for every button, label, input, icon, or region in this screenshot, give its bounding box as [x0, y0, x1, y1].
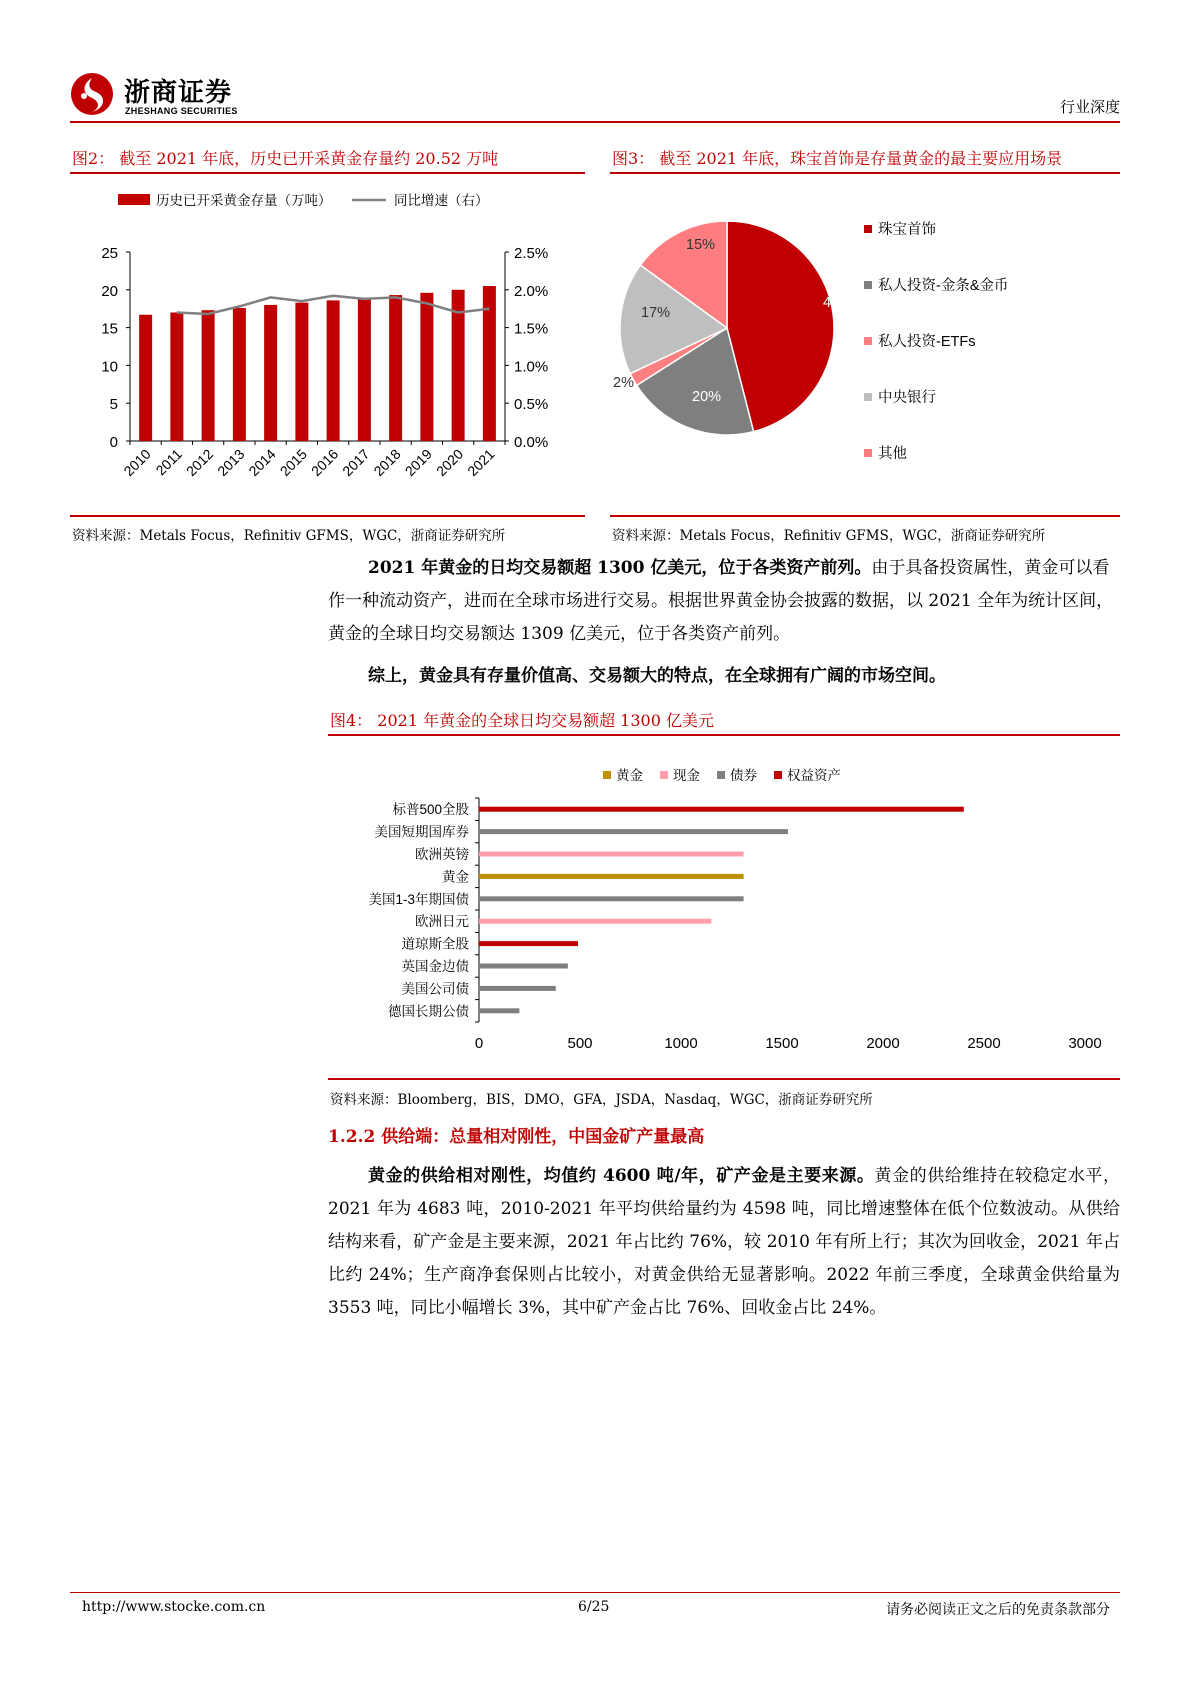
- y-tick-label-left: 20: [101, 282, 118, 300]
- pie-label-3: 17%: [641, 305, 671, 321]
- bar-欧洲英镑: [479, 852, 744, 857]
- y-tick-label-right: 2.5%: [514, 245, 549, 262]
- pie-label-2: 2%: [613, 375, 634, 391]
- header: [70, 70, 1120, 120]
- bar-2014: [264, 305, 277, 441]
- legend-swatch-1: [864, 281, 872, 289]
- bar-德国长期公债: [479, 1008, 519, 1013]
- bar-2019: [420, 293, 433, 441]
- fig4-bottom-rule: [328, 1078, 1120, 1080]
- x-tick-label: 2018: [370, 445, 404, 480]
- fig3-chart: [610, 178, 1120, 500]
- y-tick-label-right: 0.0%: [514, 434, 549, 451]
- y-tick-label: 欧洲英镑: [415, 847, 469, 862]
- fig3-bottom-rule: [610, 515, 1120, 517]
- section-heading: 1.2.2 供给端：总量相对刚性，中国金矿产量最高: [328, 1127, 705, 1147]
- y-tick-label: 美国1-3年期国债: [368, 891, 469, 907]
- legend-swatch-3: [864, 393, 872, 401]
- legend-swatch-0: [864, 225, 872, 233]
- legend-label-stock: 历史已开采黄金存量（万吨）: [156, 193, 332, 208]
- paragraph-1-text: 由于具备投资属性，黄金可以看作一种流动资产，进而在全球市场进行交易。根据世界黄金协会披露的数据，以 2021 全年为统计区间，黄金的全球日均交易额达 1309 亿美元，位于各类资产前列。: [328, 558, 1114, 644]
- paragraph-2-bold: 综上，黄金具有存量价值高、交易额大的特点，在全球拥有广阔的市场空间。: [368, 666, 946, 686]
- y-tick-label: 美国公司债: [401, 981, 469, 997]
- bar-2010: [139, 315, 152, 441]
- y-tick-label-left: 15: [101, 320, 118, 338]
- bar-2016: [327, 300, 340, 441]
- fig4-source: 资料来源：Bloomberg，BIS，DMO，GFA，JSDA，Nasdaq，WGC，浙商证券研究所: [330, 1092, 873, 1108]
- paragraph-1: [328, 552, 1120, 651]
- legend-swatch-stock: [118, 194, 150, 205]
- y-tick-label-right: 1.0%: [514, 358, 549, 376]
- x-tick-label: 2013: [214, 445, 248, 480]
- fig2-source: 资料来源：Metals Focus，Refinitiv GFMS，WGC，浙商证券研究所: [72, 528, 506, 544]
- legend-swatch-2: [864, 337, 872, 345]
- paragraph-2: [328, 660, 1120, 693]
- bar-2012: [202, 310, 215, 441]
- x-tick-label: 2015: [276, 445, 310, 480]
- x-tick-label: 2020: [432, 445, 467, 480]
- legend-swatch-1: [660, 771, 668, 779]
- y-tick-label: 英国金边债: [401, 959, 469, 974]
- logo-en: ZHESHANG SECURITIES: [125, 106, 238, 116]
- legend-swatch-3: [774, 771, 782, 779]
- pie-label-0: 46%: [823, 295, 853, 311]
- legend-label-4: 其他: [878, 446, 907, 462]
- x-tick-label: 2000: [866, 1035, 900, 1052]
- x-tick-label: 2010: [120, 445, 154, 480]
- y-tick-label: 黄金: [442, 869, 469, 885]
- y-tick-label: 德国长期公债: [388, 1003, 469, 1019]
- bar-英国金边债: [479, 964, 568, 969]
- y-tick-label-right: 0.5%: [514, 396, 549, 414]
- y-tick-label-right: 2.0%: [514, 282, 549, 300]
- legend-swatch-4: [864, 449, 872, 457]
- fig3-caption: 图3： 截至 2021 年底，珠宝首饰是存量黄金的最主要应用场景: [612, 149, 1063, 168]
- x-tick-label: 2021: [464, 445, 498, 480]
- x-tick-label: 2014: [245, 445, 279, 480]
- fig4-top-rule: [328, 734, 1120, 736]
- fig2-caption: 图2： 截至 2021 年底，历史已开采黄金存量约 20.52 万吨: [72, 149, 499, 168]
- y-tick-label: 道琼斯全股: [401, 936, 469, 952]
- legend-label-growth: 同比增速（右）: [394, 193, 489, 208]
- footer-rule: [70, 1592, 1120, 1593]
- legend-label-1: 私人投资-金条&金币: [878, 278, 1009, 294]
- x-tick-label: 2011: [152, 445, 185, 479]
- pie-label-4: 15%: [686, 237, 716, 253]
- fig2-chart: [70, 178, 585, 500]
- legend-label-3: 权益资产: [787, 768, 841, 783]
- legend-swatch-0: [603, 771, 611, 779]
- paragraph-1-bold: 2021 年黄金的日均交易额超 1300 亿美元，位于各类资产前列。: [368, 558, 872, 578]
- legend-label-1: 现金: [673, 768, 700, 783]
- header-label: 行业深度: [1059, 98, 1120, 116]
- fig3-source: 资料来源：Metals Focus，Refinitiv GFMS，WGC，浙商证券研究所: [612, 528, 1046, 544]
- y-tick-label-left: 25: [101, 245, 118, 262]
- pie-label-1: 20%: [692, 389, 722, 405]
- legend-label-2: 私人投资-ETFs: [878, 334, 976, 350]
- fig3-top-rule: [610, 172, 1120, 174]
- paragraph-3-bold: 黄金的供给相对刚性，均值约 4600 吨/年，矿产金是主要来源。: [368, 1166, 875, 1186]
- fig2-top-rule: [70, 172, 585, 174]
- x-tick-label: 2500: [967, 1035, 1001, 1052]
- bar-2017: [358, 298, 371, 441]
- legend-label-2: 债券: [730, 768, 757, 783]
- x-tick-label: 2012: [182, 445, 217, 480]
- footer-url[interactable]: http://www.stocke.com.cn: [82, 1599, 266, 1615]
- x-tick-label: 2017: [339, 445, 373, 480]
- fig2-bottom-rule: [70, 515, 585, 517]
- y-tick-label: 标普500全股: [392, 802, 469, 818]
- y-tick-label-left: 10: [101, 358, 118, 376]
- x-tick-label: 1000: [664, 1035, 698, 1052]
- header-rule: [70, 121, 1120, 123]
- legend-swatch-2: [717, 771, 725, 779]
- page-number: 6/25: [578, 1599, 610, 1615]
- bar-2013: [233, 308, 246, 441]
- x-tick-label: 2016: [307, 445, 342, 480]
- legend-label-3: 中央银行: [878, 390, 936, 406]
- bar-美国短期国库券: [479, 829, 788, 834]
- x-tick-label: 500: [567, 1035, 593, 1052]
- bar-2018: [389, 295, 402, 441]
- bar-美国1-3年期国债: [479, 896, 744, 901]
- fig4-chart: [328, 740, 1120, 1070]
- paragraph-3-text: 黄金的供给维持在较稳定水平，2021 年为 4683 吨，2010-2021 年平均供给量约为 4598 吨，同比增速整体在低个位数波动。从供给结构来看，矿产金是主要来源，2021 年占比约 76%，较 2010 年有所上行；其次为回收金，2021 年占比约 24%；生产商净套保则占比较小，对黄金供给无显著影响。2022 年前三季度，全球黄金供给量为 3553 吨，同比小幅增长 3%，其中矿产金占比 76%、回收金占比 24%。: [328, 1166, 1121, 1318]
- bar-黄金: [479, 874, 744, 879]
- fig4-caption: 图4： 2021 年黄金的全球日均交易额超 1300 亿美元: [330, 711, 714, 730]
- y-tick-label: 欧洲日元: [415, 914, 469, 930]
- bar-美国公司债: [479, 986, 556, 991]
- x-tick-label: 2019: [401, 445, 435, 480]
- y-tick-label-left: 5: [109, 396, 118, 414]
- bar-2011: [170, 312, 183, 441]
- x-tick-label: 0: [474, 1035, 484, 1052]
- x-tick-label: 1500: [765, 1035, 799, 1052]
- legend-label-0: 珠宝首饰: [878, 222, 936, 238]
- bar-欧洲日元: [479, 919, 711, 924]
- paragraph-3: [328, 1160, 1120, 1325]
- logo-name: 浙商证券: [124, 78, 233, 108]
- y-tick-label: 美国短期国库券: [374, 824, 469, 840]
- legend-label-0: 黄金: [616, 768, 643, 783]
- bar-道琼斯全股: [479, 941, 578, 946]
- x-tick-label: 3000: [1068, 1035, 1102, 1052]
- bar-2015: [295, 303, 308, 441]
- logo-icon: [70, 72, 114, 116]
- bar-标普500全股: [479, 807, 964, 812]
- y-tick-label-left: 0: [109, 434, 118, 451]
- footer-disclaimer: 请务必阅读正文之后的免责条款部分: [886, 1602, 1110, 1618]
- y-tick-label-right: 1.5%: [514, 320, 549, 338]
